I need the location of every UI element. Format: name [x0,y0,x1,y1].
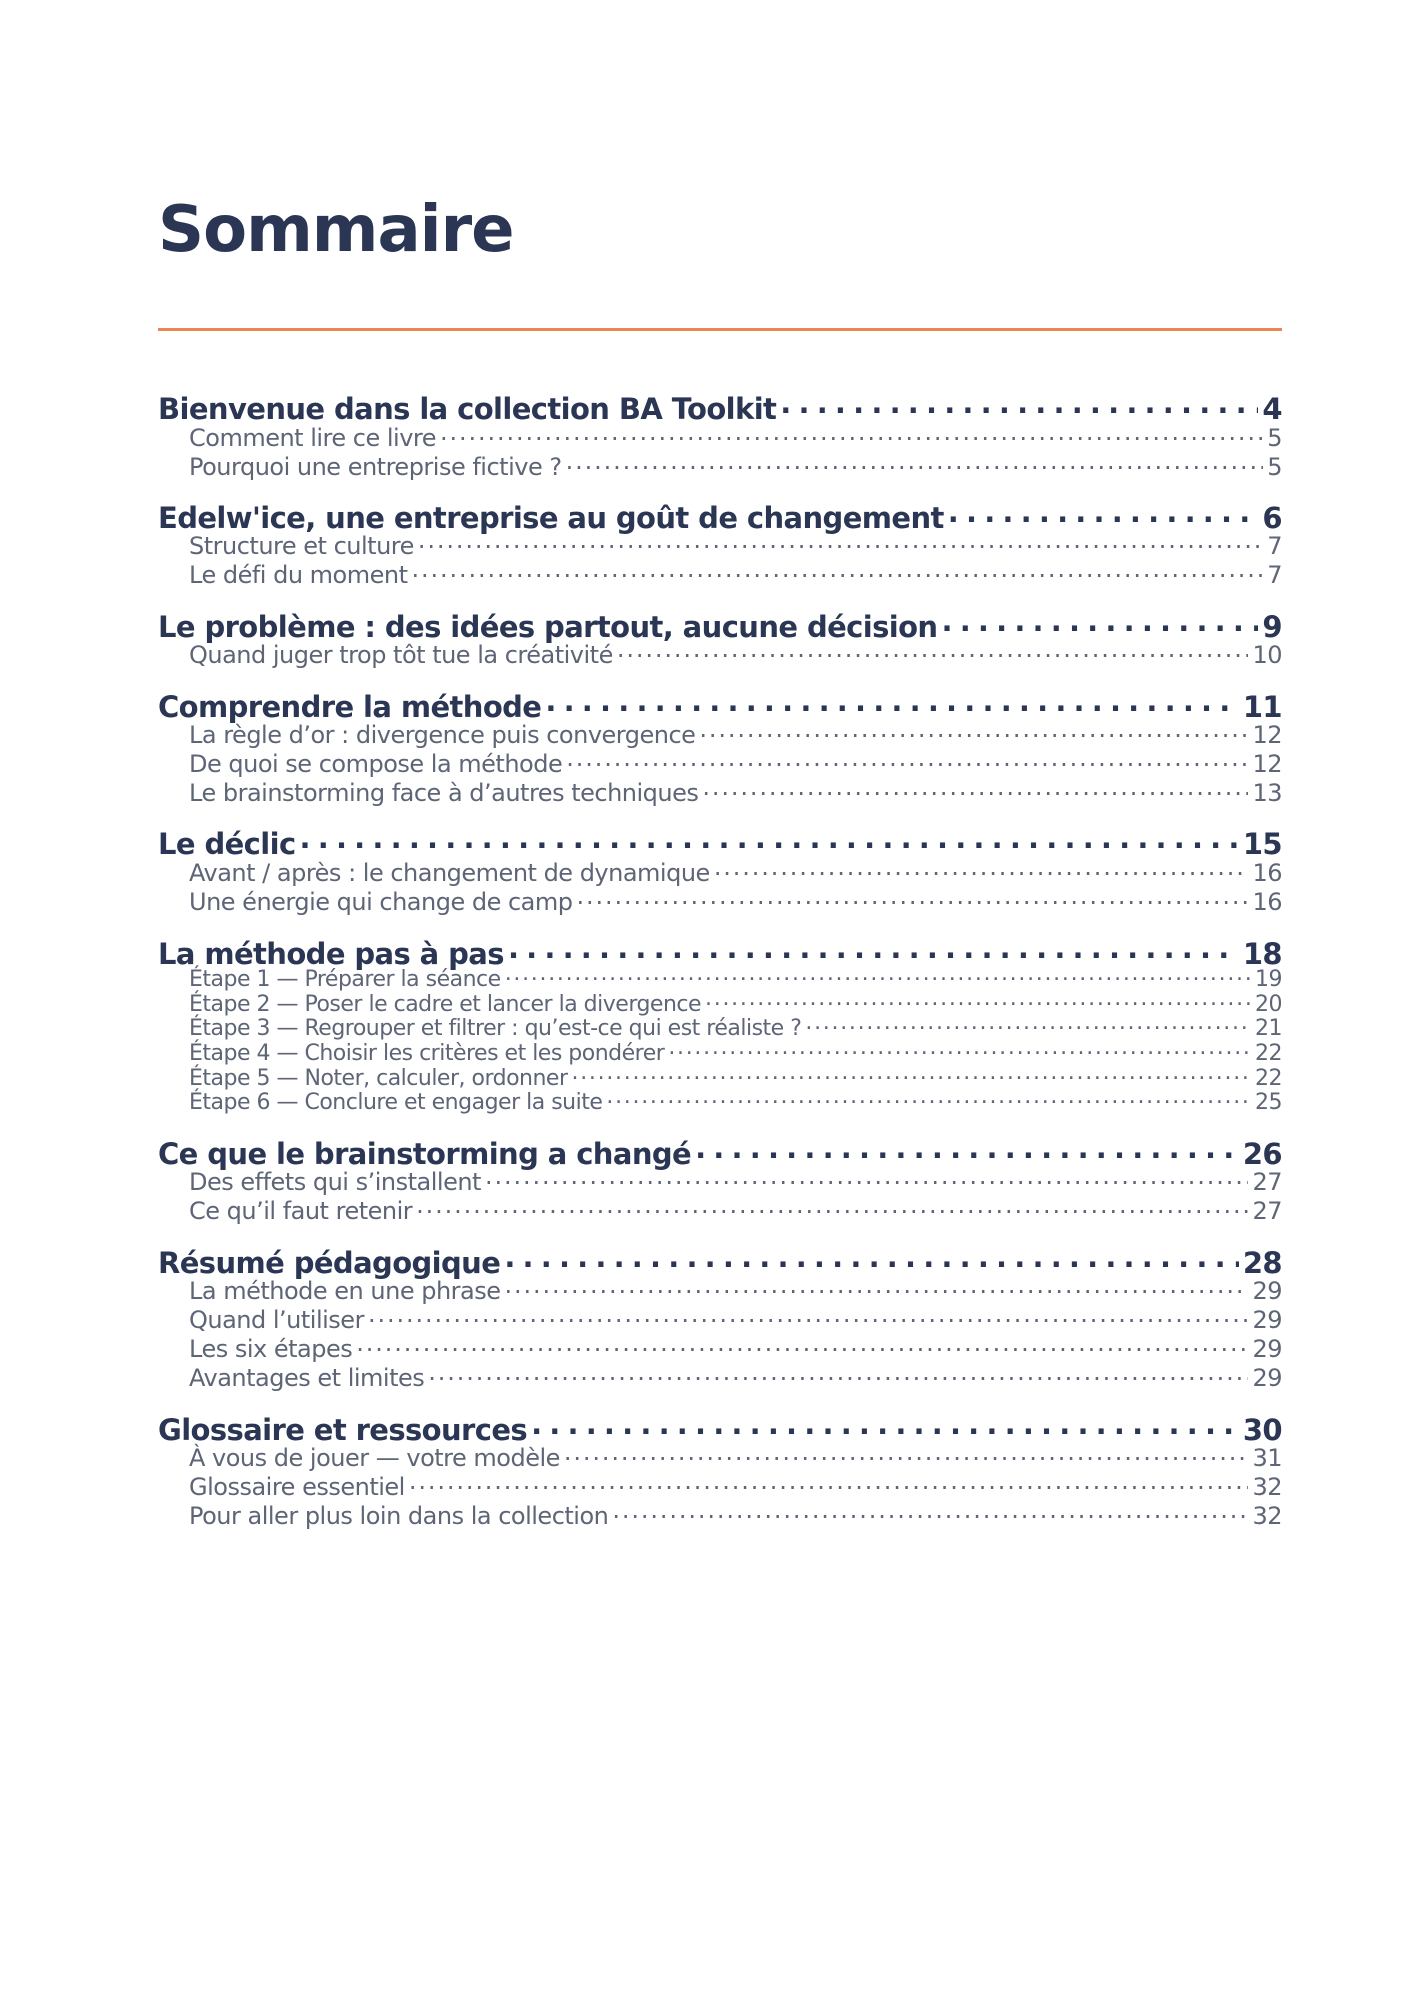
toc-section-entry[interactable] [189,1166,1282,1196]
toc-page-number: 29 [1252,1306,1282,1334]
toc-section-title: Glossaire essentiel [189,1473,405,1501]
toc-page-number: 20 [1255,992,1282,1017]
toc-section-title: Comment lire ce livre [189,424,437,452]
toc-section-entry[interactable] [189,857,1282,887]
toc-page-number: 25 [1255,1090,1282,1115]
toc-page-number: 22 [1255,1041,1282,1066]
toc-chapter-entry[interactable] [158,688,1282,723]
dot-leader [572,1063,1251,1085]
toc-section-entry[interactable] [189,451,1282,481]
toc-page-number: 29 [1252,1364,1282,1392]
dot-leader [356,1333,1248,1357]
dot-leader [941,608,1258,637]
toc-section-title: Avantages et limites [189,1364,425,1392]
dot-leader [505,1275,1249,1299]
toc-section-entry[interactable] [189,1087,1282,1115]
toc-page-number: 9 [1262,610,1282,644]
toc-section-entry[interactable] [189,422,1282,452]
toc-chapter-entry[interactable] [158,608,1282,643]
toc-section-entry[interactable] [189,964,1282,992]
toc-chapter-entry[interactable] [158,1411,1282,1446]
toc-page-number: 19 [1255,967,1282,992]
toc-section-title: Le défi du moment [189,561,408,589]
toc-section-title: Étape 6 — Conclure et engager la suite [189,1090,603,1115]
toc-section-title: Étape 1 — Préparer la séance [189,967,501,992]
toc-page-number: 32 [1252,1502,1282,1530]
dot-leader [780,390,1258,419]
toc-section-title: Le brainstorming face à d’autres techniques [189,779,699,807]
toc-section-title: À vous de jouer — votre modèle [189,1444,560,1472]
toc-page-number: 7 [1267,532,1282,560]
dot-leader [416,1195,1248,1219]
toc-section-title: Les six étapes [189,1335,353,1363]
toc-chapter-title: Bienvenue dans la collection BA Toolkit [158,392,777,426]
toc-page-number: 26 [1242,1137,1282,1171]
dot-leader [948,499,1259,528]
toc-section-entry[interactable] [189,1442,1282,1472]
page-title: Sommaire [158,193,514,267]
toc-page-number: 16 [1252,888,1282,916]
dot-leader [564,1442,1249,1466]
toc-section-entry[interactable] [189,1362,1282,1392]
toc-section-entry[interactable] [189,1333,1282,1363]
dot-leader [412,559,1264,583]
dot-leader [617,639,1249,663]
dot-leader [428,1362,1248,1386]
toc-section-entry[interactable] [189,777,1282,807]
toc-section-title: Quand juger trop tôt tue la créativité [189,641,613,669]
toc-page-number: 7 [1267,561,1282,589]
toc-section-title: Quand l’utiliser [189,1306,364,1334]
dot-leader [668,1038,1251,1060]
toc-section-title: Ce qu’il faut retenir [189,1197,413,1225]
toc-page-number: 27 [1252,1197,1282,1225]
toc-page-number: 15 [1242,827,1282,861]
dot-leader [699,719,1248,743]
toc-page-number: 5 [1267,453,1282,481]
toc-chapter-title: Glossaire et ressources [158,1413,528,1447]
toc-section-entry[interactable] [189,748,1282,778]
dot-leader [702,777,1248,801]
toc-section-title: Étape 4 — Choisir les critères et les pondérer [189,1041,665,1066]
dot-leader [504,1244,1239,1273]
dot-leader [566,748,1248,772]
toc-section-entry[interactable] [189,1500,1282,1530]
toc-page-number: 28 [1242,1246,1282,1280]
toc-page-number: 27 [1252,1168,1282,1196]
dot-leader [566,451,1264,475]
toc-section-entry[interactable] [189,1471,1282,1501]
dot-leader [695,1135,1239,1164]
toc-page-number: 16 [1252,859,1282,887]
toc-section-title: Pourquoi une entreprise fictive ? [189,453,562,481]
toc-chapter-title: Le problème : des idées partout, aucune décision [158,610,938,644]
toc-section-title: Étape 2 — Poser le cadre et lancer la divergence [189,992,702,1017]
toc-chapter-title: Ce que le brainstorming a changé [158,1137,692,1171]
dot-leader [505,964,1251,986]
toc-chapter-entry[interactable] [158,1135,1282,1170]
toc-page-number: 13 [1252,779,1282,807]
toc-section-title: Avant / après : le changement de dynamique [189,859,710,887]
dot-leader [368,1304,1249,1328]
toc-section-title: De quoi se compose la méthode [189,750,563,778]
toc-page-number: 4 [1262,392,1282,426]
toc-section-entry[interactable] [189,886,1282,916]
toc-page-number: 6 [1262,501,1282,535]
toc-chapter-entry[interactable] [158,825,1282,860]
toc-page-number: 31 [1252,1444,1282,1472]
dot-leader [531,1411,1239,1440]
toc-section-title: Une énergie qui change de camp [189,888,573,916]
dot-leader [440,422,1263,446]
toc-section-entry[interactable] [189,1195,1282,1225]
toc-chapter-entry[interactable] [158,390,1282,425]
toc-chapter-title: Edelw'ice, une entreprise au goût de changement [158,501,944,535]
toc-page-number: 32 [1252,1473,1282,1501]
toc-section-title: Des effets qui s’installent [189,1168,481,1196]
toc-section-entry[interactable] [189,1304,1282,1334]
dot-leader [485,1166,1249,1190]
title-divider [158,328,1282,331]
dot-leader [409,1471,1249,1495]
toc-section-title: La méthode en une phrase [189,1277,501,1305]
toc-section-title: Pour aller plus loin dans la collection [189,1502,609,1530]
toc-section-entry[interactable] [189,639,1282,669]
toc-section-entry[interactable] [189,530,1282,560]
toc-section-title: Structure et culture [189,532,414,560]
toc-section-entry[interactable] [189,1038,1282,1066]
toc-section-entry[interactable] [189,1013,1282,1041]
toc-chapter-title: Résumé pédagogique [158,1246,501,1280]
dot-leader [508,935,1239,964]
toc-page-number: 5 [1267,424,1282,452]
toc-page-number: 18 [1242,937,1282,971]
toc-section-title: Étape 5 — Noter, calculer, ordonner [189,1066,568,1091]
dot-leader [606,1087,1251,1109]
dot-leader [714,857,1249,881]
toc-section-title: La règle d’or : divergence puis convergence [189,721,696,749]
toc-page-number: 30 [1242,1413,1282,1447]
toc-section-title: Étape 3 — Regrouper et filtrer : qu’est-ce qui est réaliste ? [189,1016,802,1041]
toc-chapter-entry[interactable] [158,1244,1282,1279]
toc-page-number: 21 [1255,1016,1282,1041]
toc-chapter-entry[interactable] [158,499,1282,534]
toc-chapter-title: Comprendre la méthode [158,690,542,724]
toc-page-number: 11 [1242,690,1282,724]
toc-section-entry[interactable] [189,719,1282,749]
dot-leader [300,825,1239,854]
dot-leader [577,886,1249,910]
toc-chapter-title: La méthode pas à pas [158,937,504,971]
dot-leader [612,1500,1248,1524]
toc-page-number: 12 [1252,750,1282,778]
dot-leader [705,989,1251,1011]
dot-leader [545,688,1238,717]
toc-page-number: 12 [1252,721,1282,749]
toc-chapter-title: Le déclic [158,827,296,861]
toc-page-number: 10 [1252,641,1282,669]
dot-leader [805,1013,1251,1035]
toc-section-entry[interactable] [189,1275,1282,1305]
toc-section-entry[interactable] [189,559,1282,589]
dot-leader [418,530,1263,554]
toc-page-number: 22 [1255,1066,1282,1091]
toc-page-number: 29 [1252,1277,1282,1305]
toc-page-number: 29 [1252,1335,1282,1363]
